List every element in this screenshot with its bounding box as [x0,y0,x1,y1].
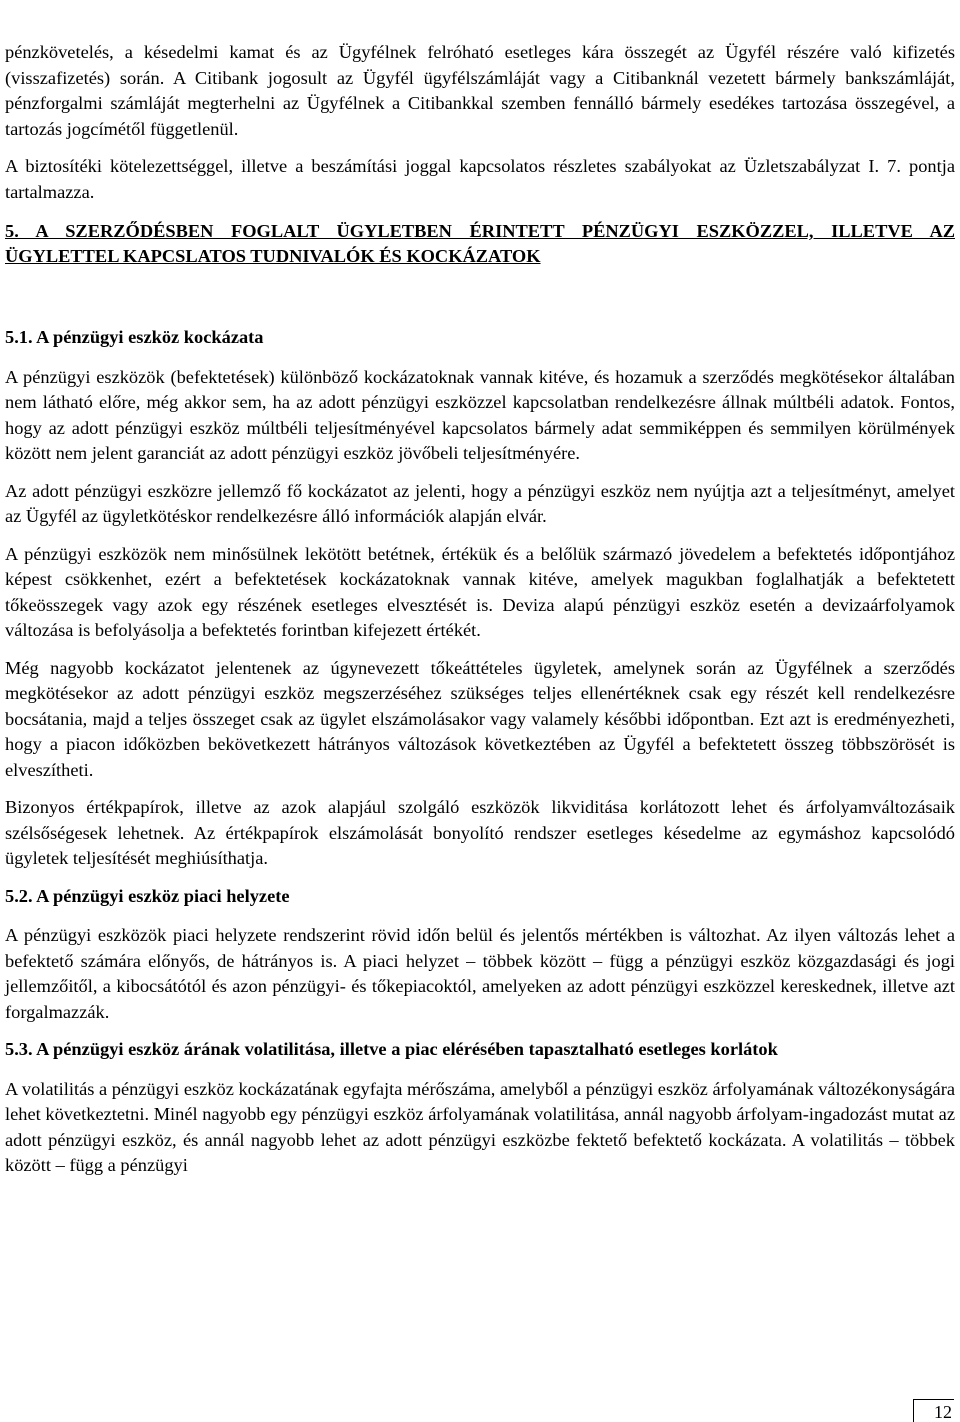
section-heading-5: 5. A SZERZŐDÉSBEN FOGLALT ÜGYLETBEN ÉRINTETT PÉNZÜGYI ESZKÖZZEL, ILLETVE AZ ÜGYLETTEL KAPCSLATOS TUDNIVALÓK ÉS KOCKÁZATOK [5,221,955,266]
paragraph: pénzkövetelés, a késedelmi kamat és az Ügyfélnek felróható esetleges kára összegét az Ügyfél részére való kifizetés (visszafizetés) során. A Citibank jogosult az Ügyfél ügyfélszámláját vagy a Citibanknál vezetett bármely bankszámláját, pénzforgalmi számláját megterhelni az Ügyfélnek a Citibankkal szemben fennálló bármely esedékes tartozása összegével, a tartozás jogcímétől függetlenül. [5,42,955,139]
paragraph: Még nagyobb kockázatot jelentenek az úgynevezett tőkeáttételes ügyletek, amelynek során az Ügyfélnek a szerződés megkötésekor az adott pénzügyi eszköz megszerzéséhez szükséges teljes ellenértéknek csak egy részét kell rendelkezésre bocsátania, majd a teljes összeget csak az ügylet elszámolásakor vagy valamely későbbi időpontban. Ezt azt is eredményezheti, hogy a piacon időközben bekövetkezett hátrányos változások következtében az Ügyfél a befektetett összeg többszörösét is elveszítheti. [5,657,955,780]
paragraph: A pénzügyi eszközök piaci helyzete rendszerint rövid időn belül és jelentős mértékben is változhat. Az ilyen változás lehet a befektető számára előnyős, de hátrányos is. A piaci helyzet – többek között – függ a pénzügyi eszköz közgazdasági és jogi jellemzőitől, a kibocsátótól és azon pénzügyi- és tőkepiacoktól, amelyeken az adott pénzügyi eszközzel kereskednek, illetve azt forgalmazzák. [5,925,955,1022]
paragraph: A pénzügyi eszközök (befektetések) különböző kockázatoknak vannak kitéve, és hozamuk a szerződés megkötésekor általában nem látható előre, még akkor sem, ha az adott pénzügyi eszközzel kapcsolatban rendelkezésre állnak múltbéli adatok. Fontos, hogy az adott pénzügyi eszköz múltbéli teljesítményével kapcsolatos bármely adat semmiképpen és semmilyen körülmények között nem jelent garanciát az adott pénzügyi eszköz jövőbeli teljesítményére. [5,366,955,463]
paragraph: A volatilitás a pénzügyi eszköz kockázatának egyfajta mérőszáma, amelyből a pénzügyi eszköz árfolyamának változékonyságára lehet következtetni. Minél nagyobb egy pénzügyi eszköz árfolyamának volatilitása, annál nagyobb árfolyam-ingadozást mutat az adott pénzügyi eszköz, és annál nagyobb lehet az adott pénzügyi eszközbe fektető befektető kockázata. A volatilitás – többek között – függ a pénzügyi [5,1078,955,1175]
page-number: 12 [913,1399,954,1422]
paragraph: A pénzügyi eszközök nem minősülnek lekötött betétnek, értékük és a belőlük származó jövedelem a befektetés időpontjához képest csökkenhet, ezért a befektetések kockázatoknak vannak kitéve, amelyek magukban foglalhatják a befektetett tőkeösszegek vagy azok egy részének esetleges elvesztését is. Deviza alapú pénzügyi eszköz esetén a devizaárfolyamok változása is befolyásolja a befektetés forintban kifejezett értékét. [5,543,955,640]
paragraph: A biztosítéki kötelezettséggel, illetve a beszámítási joggal kapcsolatos részletes szabályokat az Üzletszabályzat I. 7. pontja tartalmazza. [5,156,955,202]
subsection-heading-5-2: 5.2. A pénzügyi eszköz piaci helyzete [5,885,290,906]
paragraph: Bizonyos értékpapírok, illetve az azok alapjául szolgáló eszközök likviditása korlátozott lehet és árfolyamváltozásaik szélsőségesek lehetnek. Az értékpapírok elszámolását bonyolító rendszer esetleges késedelme az egymáshoz kapcsolódó ügyletek teljesítését meghiúsíthatja. [5,797,955,868]
subsection-heading-5-3: 5.3. A pénzügyi eszköz árának volatilitása, illetve a piac elérésében tapasztalható esetleges korlátok [5,1039,778,1059]
subsection-heading-5-1: 5.1. A pénzügyi eszköz kockázata [5,327,264,347]
document-body [5,40,955,1191]
paragraph: Az adott pénzügyi eszközre jellemző fő kockázatot az jelenti, hogy a pénzügyi eszköz nem nyújtja azt a teljesítményt, amelyet az Ügyfél az ügyletkötéskor rendelkezésre álló információk alapján elvár. [5,480,955,526]
